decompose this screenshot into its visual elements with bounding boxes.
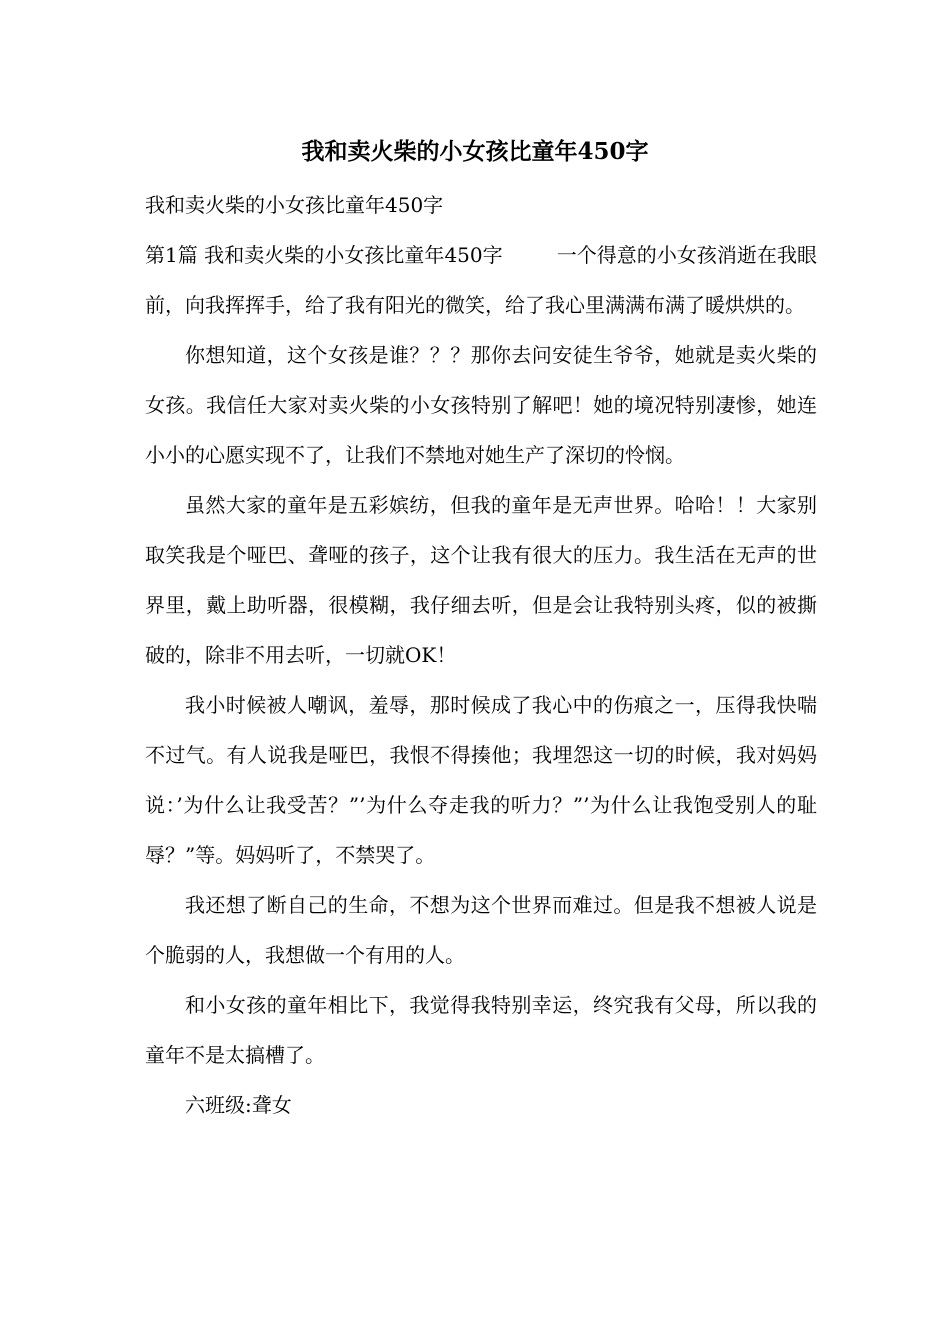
paragraph: 和小女孩的童年相比下，我觉得我特别幸运，终究我有父母，所以我的童年不是太搞槽了。 [145,993,817,1067]
author-signature: 六班级:聋女 [185,1093,292,1117]
chapter-heading: 第1篇 我和卖火柴的小女孩比童年450字 [145,243,503,267]
paragraph: 我还想了断自己的生命，不想为这个世界而难过。但是我不想被人说是个脆弱的人，我想做一个有用的人。 [145,893,817,967]
first-paragraph [145,230,817,330]
document-body [145,180,817,1130]
paragraph: 你想知道，这个女孩是谁？？？那你去问安徒生爷爷，她就是卖火柴的女孩。我信任大家对卖火柴的小女孩特别了解吧！她的境况特别凄惨，她连小小的心愿实现不了，让我们不禁地对她生产了深切的怜悯。 [145,343,817,467]
paragraph: 我小时候被人嘲讽，羞辱，那时候成了我心中的伤痕之一，压得我快喘不过气。有人说我是哑巴，我恨不得揍他；我埋怨这一切的时候，我对妈妈说：’为什么让我受苦？”’为什么夺走我的听力？”’为什么让我饱受别人的耻辱？”等。妈妈听了，不禁哭了。 [145,693,817,867]
paragraph: 虽然大家的童年是五彩嫔纺，但我的童年是无声世界。哈哈！！大家别取笑我是个哑巴、聋哑的孩子，这个让我有很大的压力。我生活在无声的世界里，戴上助听器，很模糊，我仔细去听，但是会让我特别头疼，似的被撕破的，除非不用去听，一切就OK！ [145,493,817,667]
document-title: 我和卖火柴的小女孩比童年450字 [301,138,649,165]
first-paragraph-text: 一个得意的小女孩消逝在我眼前，向我挥挥手，给了我有阳光的微笑，给了我心里满满布满了暖烘烘的。 [145,243,817,317]
document-subtitle: 我和卖火柴的小女孩比童年450字 [145,193,444,217]
